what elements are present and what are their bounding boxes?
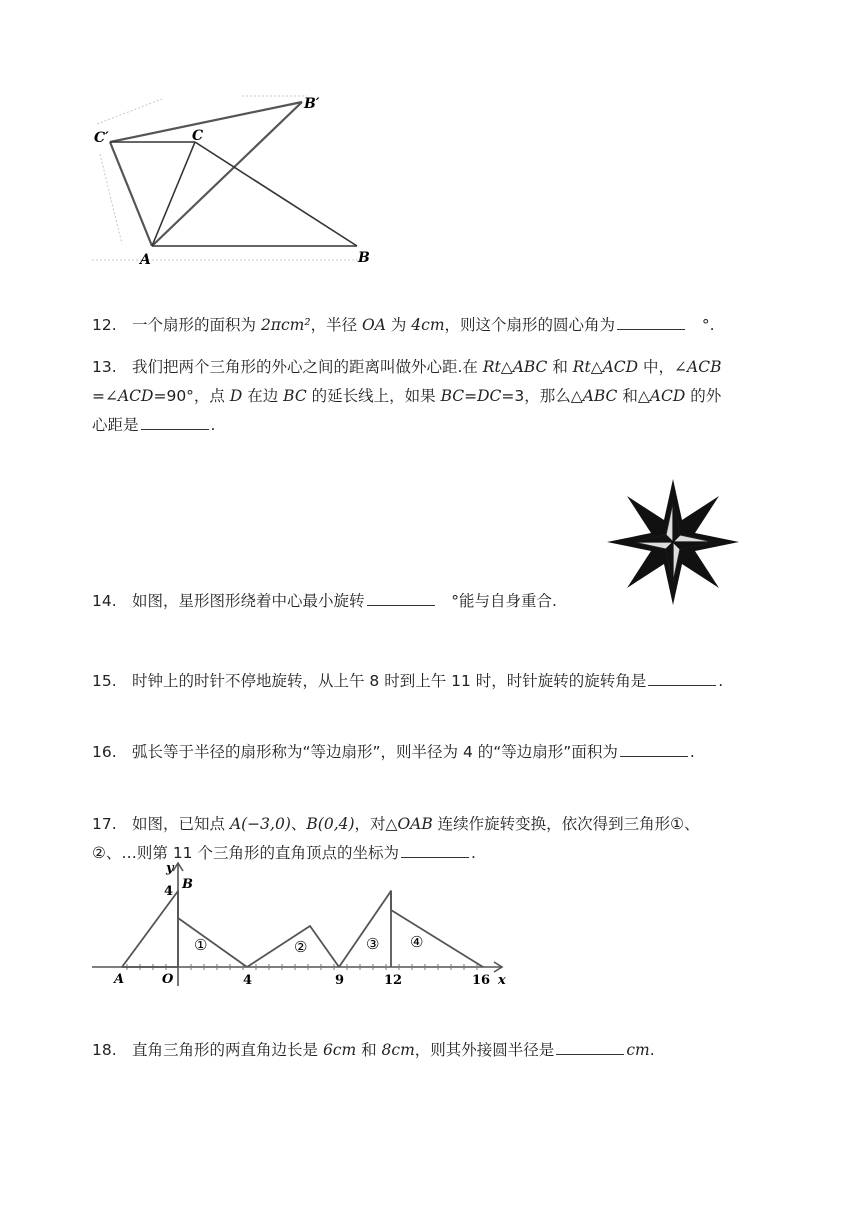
triangle-1	[178, 891, 247, 967]
question-16: 16. 弧长等于半径的扇形称为“等边扇形”，则半径为 4 的“等边扇形”面积为 .	[92, 738, 782, 767]
question-number: 13.	[92, 358, 117, 376]
triangle-label-2: ②	[294, 938, 308, 956]
triangle-4	[391, 891, 483, 967]
answer-blank[interactable]	[648, 684, 716, 686]
answer-blank[interactable]	[617, 328, 685, 330]
question-number: 14.	[92, 592, 117, 610]
label-b: B	[358, 250, 370, 266]
label-b-prime: B′	[304, 96, 320, 112]
question-18: 18. 直角三角形的两直角边长是 6cm 和 8cm，则其外接圆半径是 cm.	[92, 1036, 782, 1065]
question-12: 12. 一个扇形的面积为 2πcm²，半径 OA 为 4cm，则这个扇形的圆心角为 °.	[92, 311, 782, 340]
triangle-3	[339, 891, 391, 967]
segment-cprime-a	[110, 142, 152, 246]
label-a: A	[140, 252, 151, 266]
label-y: y	[166, 861, 174, 876]
triangle-label-1: ①	[194, 936, 208, 954]
tick-label-9: 9	[335, 973, 345, 988]
triangle-label-3: ③	[366, 935, 380, 953]
question-17: 17. 如图，已知点 A(−3,0)、B(0,4)，对△OAB 连续作旋转变换，依次得到三角形①、 ②、…则第 11 个三角形的直角顶点的坐标为 .	[92, 810, 782, 868]
label-c: C	[192, 128, 204, 144]
question-13: 13. 我们把两个三角形的外心之间的距离叫做外心距.在 Rt△ABC 和 Rt△ACD 中，∠ACB =∠ACD=90°，点 D 在边 BC 的延长线上，如果 BC=DC=3，那么△ABC 和△ACD 的外 心距是 .	[92, 353, 782, 440]
question-number: 15.	[92, 672, 117, 690]
segment-c-a	[152, 142, 195, 246]
triangle-label-4: ④	[410, 933, 424, 951]
segment-c-b	[195, 142, 357, 246]
question-15: 15. 时钟上的时针不停地旋转，从上午 8 时到上午 11 时，时针旋转的旋转角是 .	[92, 667, 782, 696]
answer-blank[interactable]	[620, 755, 688, 757]
answer-blank[interactable]	[141, 428, 209, 430]
rotation-figure	[92, 94, 382, 266]
question-14: 14. 如图，星形图形绕着中心最小旋转 °能与自身重合.	[92, 587, 782, 616]
question-number: 12.	[92, 316, 117, 334]
tick-label-4: 4	[243, 973, 253, 988]
triangle-2	[247, 926, 339, 967]
coordinate-figure	[92, 858, 512, 990]
answer-blank[interactable]	[556, 1053, 624, 1055]
question-number: 18.	[92, 1041, 117, 1059]
label-c-prime: C′	[94, 130, 109, 146]
label-b: B	[182, 877, 193, 892]
label-x: x	[498, 973, 506, 988]
answer-blank[interactable]	[367, 604, 435, 606]
label-y-tick-4: 4	[164, 884, 174, 899]
segment-a-bprime	[152, 102, 302, 246]
triangle-oab	[122, 891, 178, 967]
tick-label-16: 16	[472, 973, 491, 988]
question-number: 17.	[92, 815, 117, 833]
question-number: 16.	[92, 743, 117, 761]
label-o: O	[162, 972, 174, 987]
tick-label-12: 12	[384, 973, 403, 988]
label-a: A	[114, 972, 125, 987]
